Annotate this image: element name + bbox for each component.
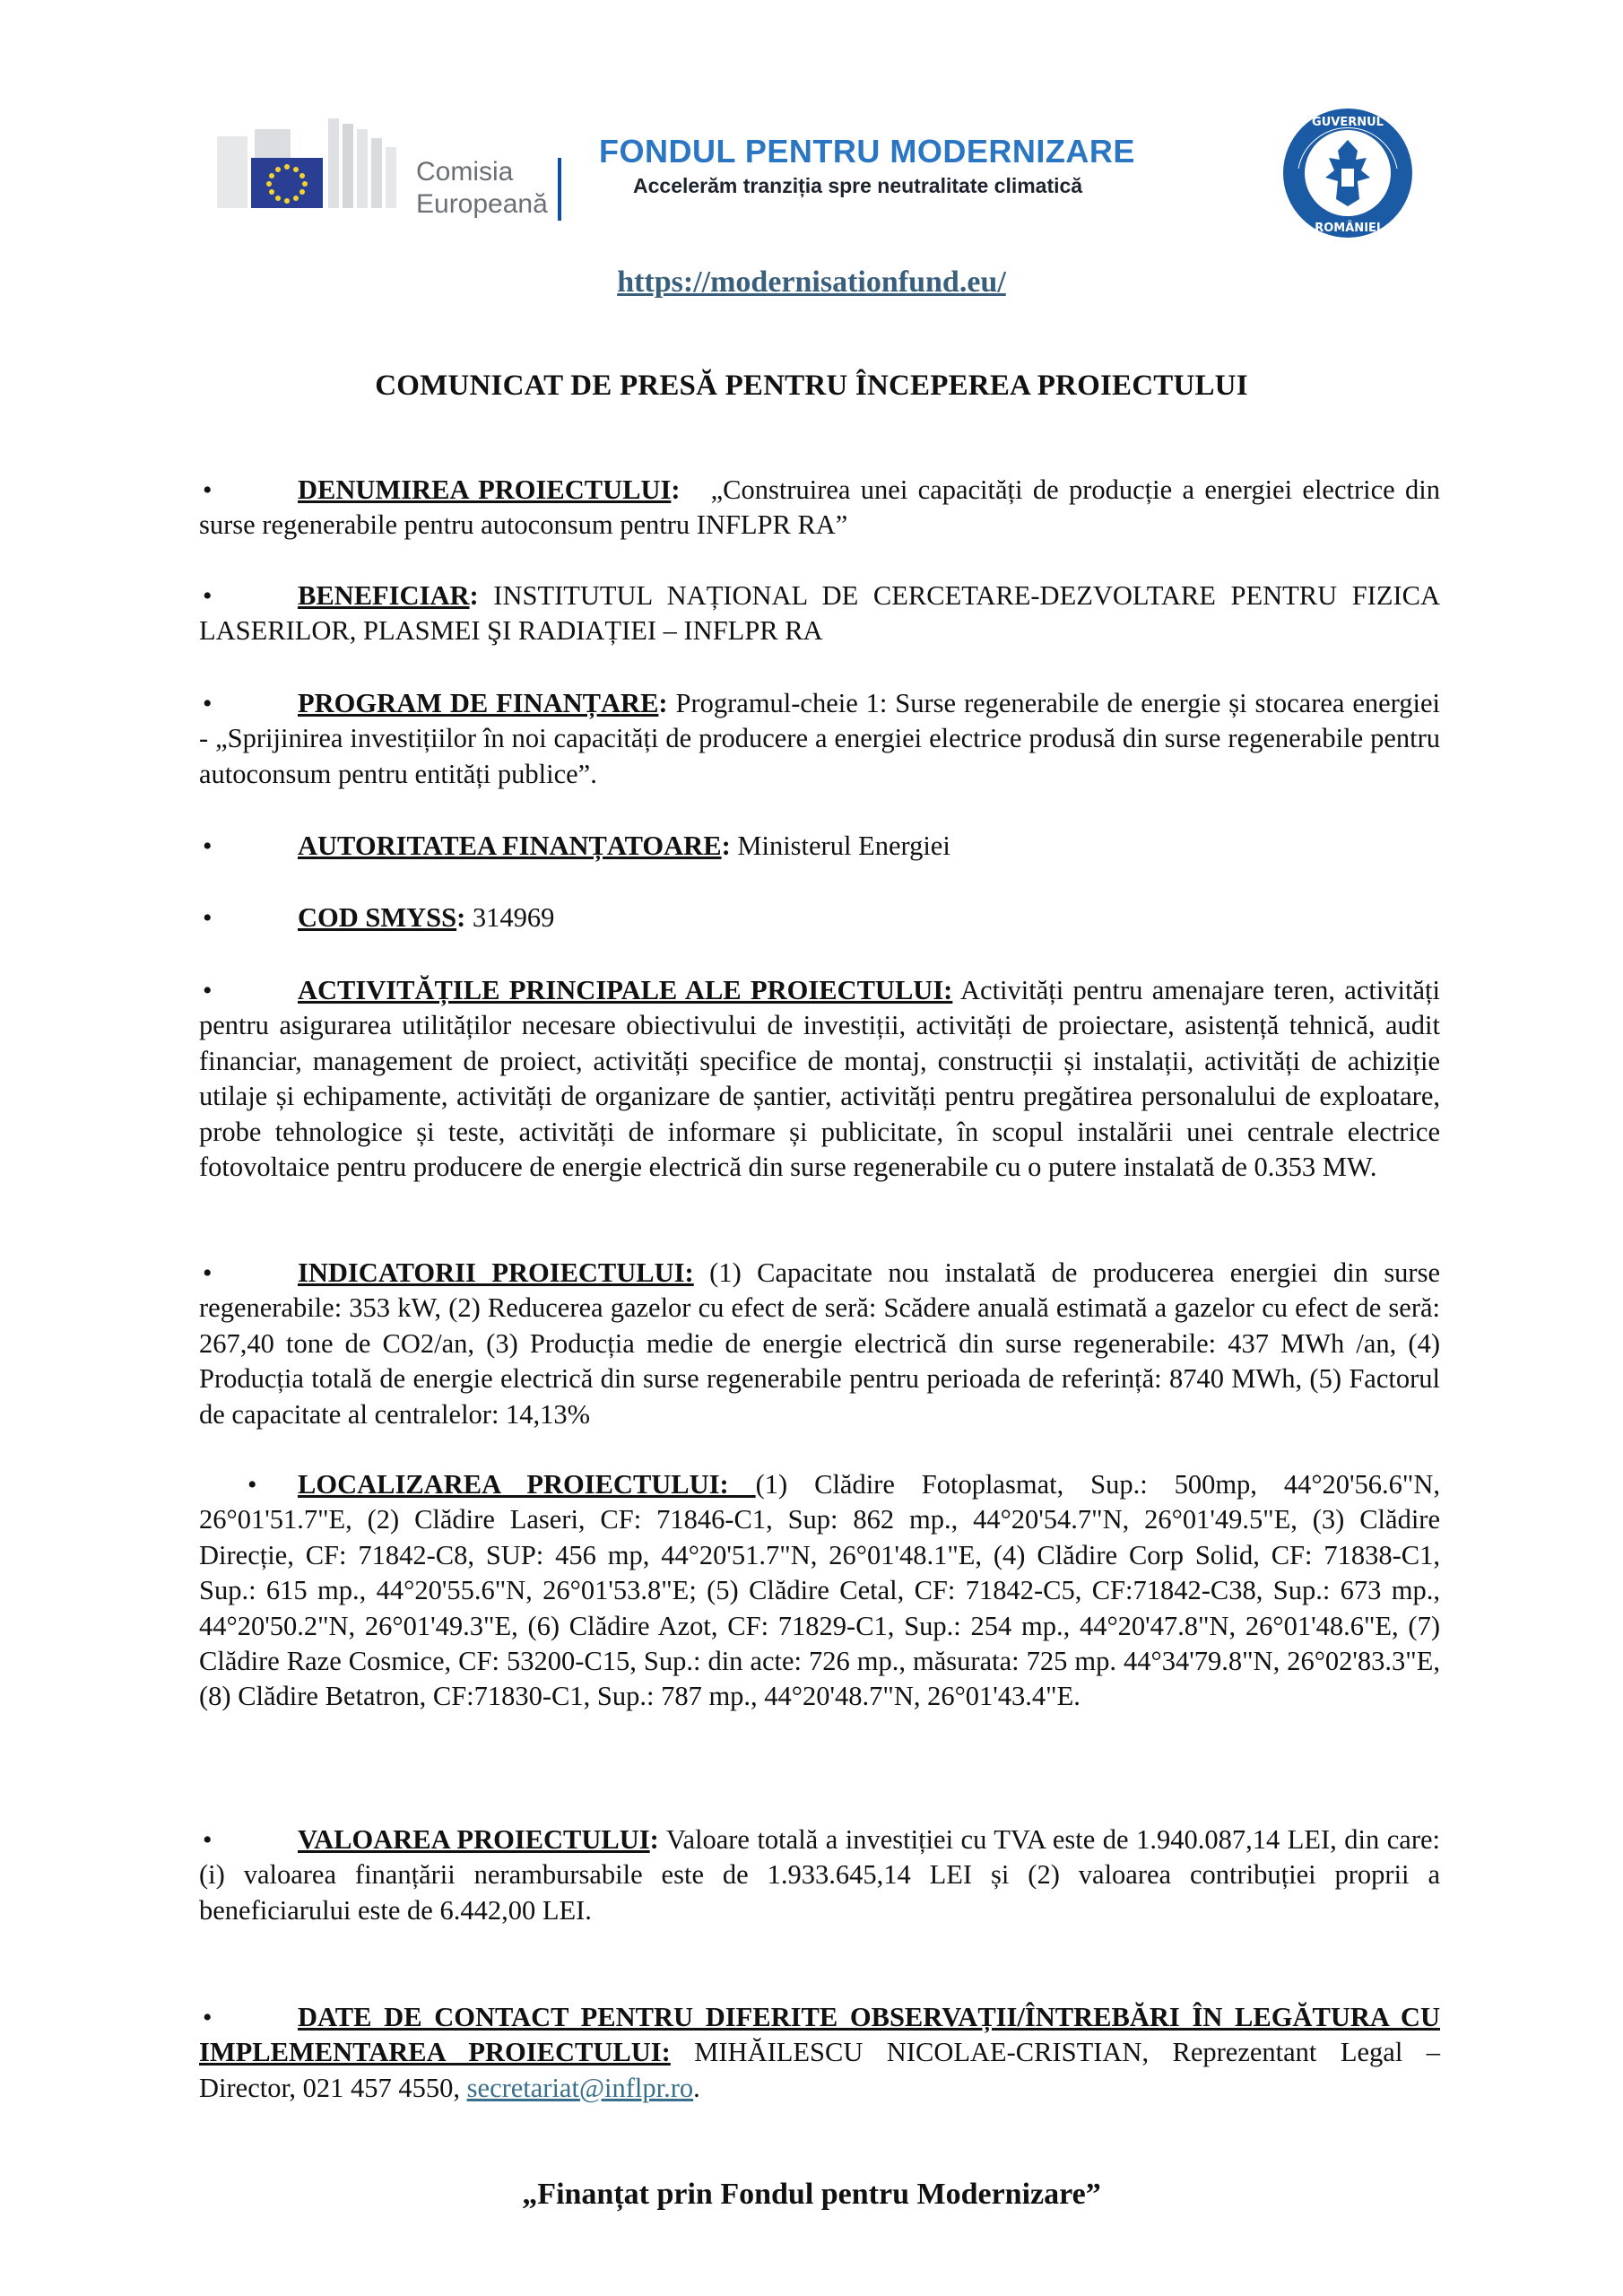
text-activitati: Activități pentru amenajare teren, activități pentru asigurarea utilităților necesare obiectivului de investiții, activități de proiectare, asistență tehnică, audit financiar, management de proiect, activități specifice de montaj, construcții și instalații, activități de achiziție utilaje și echipamente, activități de organizare de șantier, activități pentru pregătirea personalului de exploatare, probe tehnologice și teste, activități de informare și publicitate, în scopul instalării unei centrale electrice fotovoltaice pentru producere de energie electrică din surse regenerabile cu o putere instalată de 0.353 MW. (199, 975, 1440, 1183)
section-activitati (199, 973, 1440, 1185)
bullet-icon: • (203, 1258, 213, 1288)
footer-funding-note: „Finanțat prin Fondul pentru Modernizare” (522, 2178, 1101, 2211)
commission-label-line2: Europeană (416, 189, 548, 219)
text-beneficiar: INSTITUTUL NAȚIONAL DE CERCETARE-DEZVOLTARE PENTRU FIZICA LASERILOR, PLASMEI ŞI RADIAȚIEI – INFLPR RA (199, 580, 1441, 647)
label-indicatori: INDICATORII PROIECTULUI: (298, 1257, 694, 1288)
fund-subtitle: Accelerăm tranziția spre neutralitate climatică (633, 174, 1083, 197)
section-beneficiar: • BENEFICIAR: INSTITUTUL NAȚIONAL DE CERCETARE-DEZVOLTARE PENTRU FIZICA LASERILOR, PLASMEI ŞI RADIAȚIEI – INFLPR RA (199, 580, 1441, 647)
bullet-icon: • (203, 475, 213, 505)
section-autoritate: • AUTORITATEA FINANȚATOARE: Ministerul Energiei (199, 829, 1440, 864)
text-cod: 314969 (472, 902, 555, 933)
text-localizare: (1) Clădire Fotoplasmat, Sup.: 500mp, 44°20'56.6"N, 26°01'51.7"E, (2) Clădire Laseri, CF: 71846-C1, Sup: 862 mp., 44°20'54.7"N, 26°01'49.5"E, (3) Clădire Direcție, CF: 71842-C8, SUP: 456 mp, 44°20'51.7"N, 26°01'48.1"E, (4) Clădire Corp Solid, CF: 71838-C1, Sup.: 615 mp., 44°20'55.6"N, 26°01'53.8"E; (5) Clădire Cetal, CF: 71842-C5, CF:71842-C38, Sup.: 673 mp., 44°20'50.2"N, 26°01'49.3"E, (6) Clădire Azot, CF: 71829-C1, Sup.: 254 mp., 44°20'47.8"N, 26°01'48.6"E, (7) Clădire Raze Cosmice, CF: 53200-C15, Sup.: din acte: 726 mp., măsurata: 725 mp. 44°34'79.8"N, 26°02'83.3"E, (8) Clădire Betatron, CF:71830-C1, Sup.: 787 mp., 44°20'48.7"N, 26°01'43.4"E. (199, 1469, 1440, 1712)
commission-label (416, 156, 548, 221)
text-indicatori: (1) Capacitate nou instalată de producerea energiei din surse regenerabile: 353 kW, (2) Reducerea gazelor cu efect de seră: Scădere anuală estimată a gazelor cu efect de seră: 267,40 tone de CO2/an, (3) Producția medie de energie electrică din surse regenerabile: 437 MWh /an, (4) Producția totală de energie electrică din surse regenerabile pentru perioada de referință: 8740 MWh, (5) Factorul de capacitate al centralelor: 14,13% (199, 1257, 1440, 1430)
bullet-icon: • (203, 1825, 213, 1855)
label-program: PROGRAM DE FINANȚARE (298, 688, 659, 718)
label-autoritate: AUTORITATEA FINANȚATOARE (298, 831, 722, 861)
bullet-icon: • (203, 689, 213, 718)
commission-label-line1: Comisia (416, 157, 514, 187)
label-contact: DATE DE CONTACT PENTRU DIFERITE OBSERVAȚII/ÎNTREBĂRI ÎN LEGĂTURA CU IMPLEMENTAREA PROIECTULUI: (199, 2002, 1440, 2068)
section-cod-smyss: • COD SMYSS: 314969 (199, 900, 1440, 935)
bullet-icon: • (203, 581, 213, 611)
bullet-icon: • (203, 976, 213, 1005)
contact-email-link[interactable]: secretariat@inflpr.ro (466, 2072, 694, 2103)
label-activitati: ACTIVITĂȚILE PRINCIPALE ALE PROIECTULUI: (298, 975, 953, 1005)
label-beneficiar: BENEFICIAR (298, 580, 470, 611)
romanian-government-seal-icon (1280, 106, 1415, 240)
svg-text:ROMÂNIEI: ROMÂNIEI (1315, 222, 1381, 235)
section-valoare: • VALOAREA PROIECTULUI: Valoare totală a investiției cu TVA este de 1.940.087,14 LEI, din care: (i) valoarea finanțării nerambursabile este de 1.933.645,14 LEI și (2) valoarea contribuției proprii a beneficiarului este de 6.442,00 LEI. (199, 1824, 1441, 1926)
label-valoare: VALOAREA PROIECTULUI (298, 1824, 650, 1855)
section-program: • PROGRAM DE FINANȚARE: Programul-cheie 1: Surse regenerabile de energie și stocarea energiei - „Sprijinirea investițiilor în noi capacități de producere a energiei electrice produsă din surse regenerabile pentru autoconsum pentru entități publice”. (199, 688, 1440, 789)
label-denumire: DENUMIREA PROIECTULUI (298, 474, 672, 505)
bullet-icon: • (203, 831, 213, 861)
section-indicatori (199, 1256, 1440, 1432)
header-logos (204, 106, 1433, 249)
label-cod: COD SMYSS (298, 902, 457, 933)
section-contact: • DATE DE CONTACT PENTRU DIFERITE OBSERVAȚII/ÎNTREBĂRI ÎN LEGĂTURA CU IMPLEMENTAREA PROIECTULUI: MIHĂILESCU NICOLAE-CRISTIAN, Reprezentant Legal – Director, 021 457 4550, secretariat@inflpr.ro. (199, 2002, 1440, 2103)
text-contact: MIHĂILESCU NICOLAE-CRISTIAN, Reprezentant Legal – Director, 021 457 4550, (199, 2037, 1440, 2103)
label-localizare: LOCALIZAREA PROIECTULUI: (298, 1469, 756, 1500)
bullet-icon: • (247, 1470, 257, 1500)
fund-title: FONDUL PENTRU MODERNIZARE (599, 133, 1135, 170)
section-denumire: • DENUMIREA PROIECTULUI: „Construirea unei capacități de producție a energiei electrice din surse regenerabile pentru autoconsum pentru INFLPR RA” (199, 474, 1440, 541)
modernisation-fund-link[interactable]: https://modernisationfund.eu/ (617, 265, 1006, 299)
text-program: Programul-cheie 1: Surse regenerabile de energie și stocarea energiei - „Sprijinirea investițiilor în noi capacități de producere a energiei electrice produsă din surse regenerabile pentru autoconsum pentru entități publice”. (199, 688, 1440, 789)
text-denumire: „Construirea unei capacități de producție a energiei electrice din surse regenerabile pentru autoconsum pentru INFLPR RA” (199, 474, 1440, 541)
text-autoritate: Ministerul Energiei (737, 831, 950, 861)
text-valoare: Valoare totală a investiției cu TVA este de 1.940.087,14 LEI, din care: (i) valoarea finanțării nerambursabile este de 1.933.645,14 LEI și (2) valoarea contribuției proprii a beneficiarului este de 6.442,00 LEI. (199, 1824, 1441, 1926)
page-title: COMUNICAT DE PRESĂ PENTRU ÎNCEPEREA PROIECTULUI (375, 370, 1248, 402)
bullet-icon: • (203, 903, 213, 933)
logo-divider (558, 158, 561, 221)
ec-building-icon (210, 111, 407, 223)
european-commission-logo (210, 111, 568, 228)
svg-text:GUVERNUL: GUVERNUL (1312, 116, 1384, 129)
section-localizare (199, 1467, 1440, 1715)
bullet-icon: • (203, 2003, 213, 2032)
